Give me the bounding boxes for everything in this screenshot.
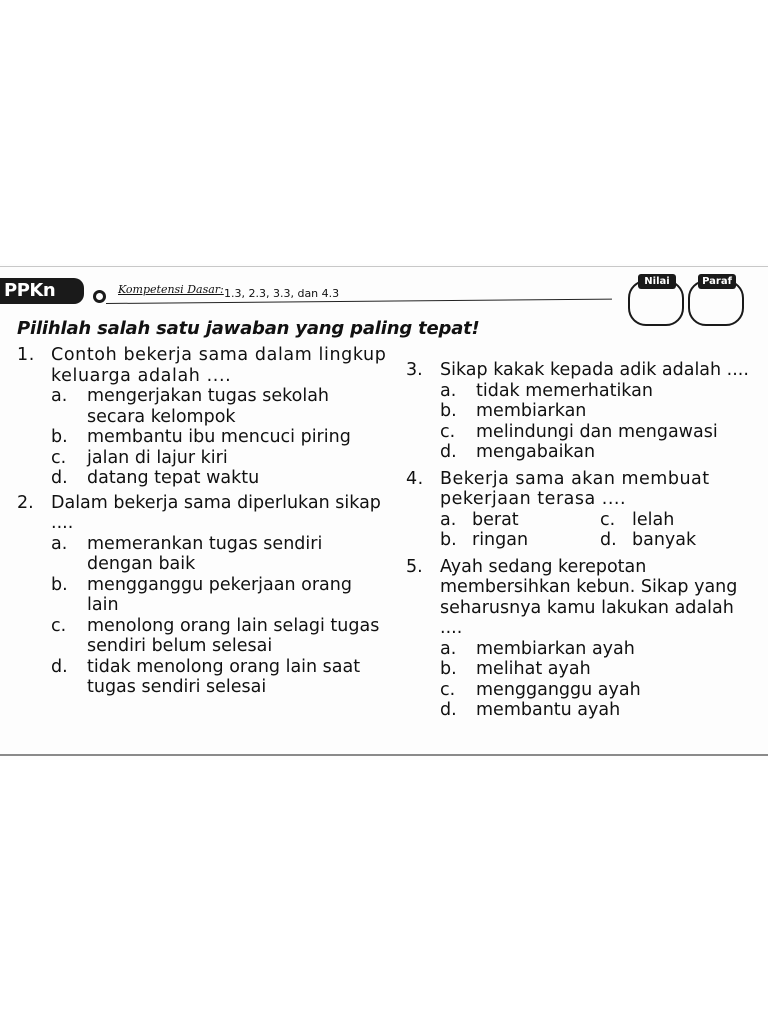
option-text: membiarkan (476, 401, 587, 421)
sign-label: Paraf (698, 274, 736, 289)
option-text: mengganggu ayah (476, 679, 641, 700)
score-box[interactable] (628, 276, 684, 326)
question-number: 3. (406, 360, 423, 380)
question-stem: Sikap kakak kepada adik adalah .... (440, 360, 749, 380)
option-letter: c. (51, 615, 67, 636)
option-b[interactable] (51, 575, 387, 616)
top-rule (0, 266, 768, 267)
question-number: 4. (406, 468, 424, 489)
left-column (17, 345, 387, 699)
option-text: tidak memerhatikan (476, 380, 653, 401)
option-letter: b. (440, 659, 457, 679)
option-text: memerankan tugas sendiri dengan baik (87, 533, 323, 574)
kd-values: 1.3, 2.3, 3.3, dan 4.3 (224, 287, 340, 300)
score-label: Nilai (638, 274, 676, 289)
question-stem: Contoh bekerja sama dalam lingkup keluarga adalah .... (51, 345, 387, 386)
question-number: 1. (17, 345, 35, 365)
option-text: banyak (632, 530, 697, 550)
option-a[interactable] (51, 534, 387, 575)
kd-label: Kompetensi Dasar: (118, 283, 224, 296)
question-number: 2. (17, 492, 34, 513)
option-text: lelah (632, 509, 675, 530)
option-a[interactable] (51, 386, 387, 427)
option-grid (440, 510, 758, 551)
question-5 (406, 557, 758, 721)
question-text (17, 345, 387, 386)
option-text: jalan di lajur kiri (87, 447, 228, 468)
sign-box[interactable] (688, 276, 744, 326)
question-4 (406, 469, 758, 551)
option-letter: a. (440, 638, 457, 659)
option-text: mengerjakan tugas sekolah secara kelompok (87, 386, 330, 427)
option-text: melindungi dan mengawasi (476, 421, 718, 442)
option-letter: c. (600, 509, 616, 530)
option-d[interactable] (600, 530, 760, 551)
option-c[interactable] (440, 422, 758, 443)
option-letter: c. (51, 447, 67, 468)
option-b[interactable] (51, 427, 387, 448)
option-letter: c. (440, 421, 456, 442)
question-text (406, 469, 758, 510)
option-text: menolong orang lain selagi tugas sendiri belum selesai (87, 615, 380, 656)
option-text: mengabaikan (476, 442, 596, 462)
option-d[interactable] (440, 700, 758, 721)
option-d[interactable] (51, 468, 387, 489)
question-stem: Ayah sedang kerepotan membersihkan kebun. Sikap yang seharusnya kamu lakukan adalah .... (440, 556, 738, 638)
option-b[interactable] (440, 530, 600, 551)
option-c[interactable] (440, 680, 758, 701)
option-a[interactable] (440, 510, 600, 531)
option-letter: d. (600, 530, 617, 550)
option-letter: c. (440, 679, 456, 700)
option-letter: b. (51, 574, 68, 595)
option-letter: b. (440, 401, 457, 421)
option-c[interactable] (51, 616, 387, 657)
option-letter: b. (51, 427, 68, 447)
option-a[interactable] (440, 381, 758, 402)
option-d[interactable] (440, 442, 758, 463)
option-text: datang tepat waktu (87, 468, 260, 488)
option-letter: d. (51, 468, 68, 488)
ring-icon (93, 290, 106, 303)
right-column (406, 360, 758, 722)
instruction: Pilihlah salah satu jawaban yang paling tepat! (17, 318, 480, 339)
question-1 (17, 345, 387, 489)
option-text: mengganggu pekerjaan orang lain (87, 574, 352, 615)
option-text: membantu ibu mencuci piring (87, 427, 351, 447)
question-text (406, 360, 758, 381)
option-text: tidak menolong orang lain saat tugas sendiri selesai (87, 656, 361, 697)
question-2 (17, 493, 387, 698)
option-letter: b. (440, 530, 457, 550)
option-text: berat (472, 509, 519, 530)
option-letter: a. (440, 380, 457, 401)
option-d[interactable] (51, 657, 387, 698)
option-text: ringan (472, 530, 529, 550)
option-letter: d. (51, 656, 68, 677)
option-a[interactable] (440, 639, 758, 660)
question-text (406, 557, 758, 639)
option-c[interactable] (51, 448, 387, 469)
option-letter: a. (51, 533, 68, 554)
option-letter: d. (440, 442, 457, 462)
question-stem: Bekerja sama akan membuat pekerjaan terasa .... (440, 468, 710, 509)
option-letter: a. (440, 509, 457, 530)
question-number: 5. (406, 556, 423, 577)
question-stem: Dalam bekerja sama diperlukan sikap .... (51, 492, 381, 533)
option-letter: d. (440, 700, 457, 720)
option-text: membiarkan ayah (476, 638, 635, 659)
option-text: membantu ayah (476, 700, 621, 720)
option-b[interactable] (440, 659, 758, 680)
option-letter: a. (51, 386, 68, 406)
question-text (17, 493, 387, 534)
option-c[interactable] (600, 510, 760, 531)
option-b[interactable] (440, 401, 758, 422)
question-3 (406, 360, 758, 463)
option-text: melihat ayah (476, 659, 591, 679)
subject-badge: PPKn (0, 278, 84, 304)
bottom-rule (0, 754, 768, 756)
